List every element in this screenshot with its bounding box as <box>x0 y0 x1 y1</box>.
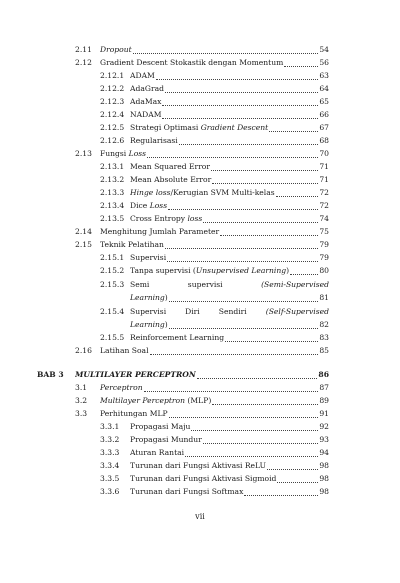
section-number: 3.3 <box>75 409 88 418</box>
subsection-title: Turunan dari Fungsi Aktivasi Sigmoid <box>130 474 277 483</box>
subsection-title: Regularisasi <box>130 136 178 145</box>
page-number: 93 <box>319 435 329 444</box>
dot-leader <box>211 169 318 171</box>
dot-leader <box>150 353 319 355</box>
dot-leader <box>144 390 319 392</box>
subsection-number: 2.15.2 <box>100 266 125 275</box>
page-number: 82 <box>319 320 329 329</box>
dot-leader <box>169 327 319 329</box>
dot-leader <box>267 468 318 470</box>
title-part-italic: loss <box>187 214 203 223</box>
page-number: 91 <box>319 409 329 418</box>
subsection-number: 2.15.3 <box>100 280 125 289</box>
section-number: 3.1 <box>75 383 88 392</box>
title-part-italic: Multilayer Perceptron <box>100 396 186 405</box>
dot-leader <box>276 195 319 197</box>
dot-leader <box>185 455 318 457</box>
subsection-title-line1 <box>130 306 329 318</box>
chapter-label: BAB 3 <box>37 370 64 379</box>
page-number: 65 <box>319 97 329 106</box>
subsection-number: 3.3.2 <box>100 435 120 444</box>
page-number: 98 <box>319 474 329 483</box>
section-title: Perhitungan MLP <box>100 409 168 418</box>
subsection-title-line1 <box>130 279 329 291</box>
dot-leader <box>284 65 318 67</box>
page-number: 72 <box>319 188 329 197</box>
section-title: Perceptron <box>100 383 143 392</box>
subsection-title <box>130 200 167 212</box>
title-part-italic: Loss <box>149 201 168 210</box>
subsection-number: 2.13.1 <box>100 162 125 171</box>
dot-leader <box>156 78 318 80</box>
title-word: Supervisi <box>130 307 167 316</box>
page-number: 66 <box>319 110 329 119</box>
subsection-number: 2.12.1 <box>100 71 125 80</box>
title-part: ) <box>164 293 168 302</box>
dot-leader <box>167 260 318 262</box>
dot-leader <box>244 494 318 496</box>
page-number: 81 <box>319 293 329 302</box>
section-number: 2.13 <box>75 149 92 158</box>
subsection-title: ADAM <box>130 71 155 80</box>
dot-leader <box>168 208 318 210</box>
title-word: Diri <box>185 307 200 316</box>
title-part-italic: Gradient Descent <box>200 123 269 132</box>
subsection-title: Mean Absolute Error <box>130 175 212 184</box>
page-number: 67 <box>319 123 329 132</box>
title-part-italic: Unsupervised Learning <box>195 266 287 275</box>
dot-leader <box>169 300 319 302</box>
page-number: 71 <box>319 162 329 171</box>
title-part-italic: Hinge loss <box>130 188 171 197</box>
page-number: 74 <box>319 214 329 223</box>
title-word: Semi <box>130 280 150 289</box>
page-number: 71 <box>319 175 329 184</box>
subsection-number: 2.12.2 <box>100 84 125 93</box>
subsection-number: 2.13.5 <box>100 214 125 223</box>
title-word: supervisi <box>187 280 223 289</box>
title-part: ) <box>286 266 290 275</box>
page-number: 98 <box>319 461 329 470</box>
subsection-number: 2.15.5 <box>100 333 125 342</box>
title-part-italic: Learning <box>130 293 165 302</box>
subsection-number: 2.13.3 <box>100 188 125 197</box>
dot-leader <box>197 377 318 379</box>
page-number: 56 <box>319 58 329 67</box>
page-number: 68 <box>319 136 329 145</box>
dot-leader <box>147 156 318 158</box>
dot-leader <box>203 221 318 223</box>
dot-leader <box>162 117 318 119</box>
chapter-title: MULTILAYER PERCEPTRON <box>75 370 196 379</box>
subsection-title: Propagasi Maju <box>130 422 191 431</box>
dot-leader <box>162 104 318 106</box>
page-number: 54 <box>319 45 329 54</box>
subsection-number: 2.15.1 <box>100 253 125 262</box>
dot-leader <box>277 481 318 483</box>
title-part: Strategi Optimasi <box>130 123 201 132</box>
page-number: 92 <box>319 422 329 431</box>
subsection-title: Aturan Rantai <box>130 448 185 457</box>
page-number: 79 <box>319 253 329 262</box>
subsection-number: 2.12.5 <box>100 123 125 132</box>
subsection-number: 2.13.2 <box>100 175 125 184</box>
title-word-italic: (Self-Supervised <box>265 307 329 316</box>
subsection-title: Mean Squared Error <box>130 162 210 171</box>
page-number: 83 <box>319 333 329 342</box>
subsection-number: 2.12.3 <box>100 97 125 106</box>
section-number: 2.15 <box>75 240 92 249</box>
dot-leader <box>212 403 318 405</box>
dot-leader <box>212 182 318 184</box>
section-number: 2.11 <box>75 45 92 54</box>
page-number: 86 <box>318 370 329 379</box>
page-number: 94 <box>319 448 329 457</box>
title-part-italic: Loss <box>128 149 147 158</box>
dot-leader <box>165 247 318 249</box>
section-title: Menghitung Jumlah Parameter <box>100 227 220 236</box>
subsection-number: 2.12.6 <box>100 136 125 145</box>
page-number: 64 <box>319 84 329 93</box>
subsection-title <box>130 122 268 134</box>
subsection-title <box>130 265 289 277</box>
section-title: Gradient Descent Stokastik dengan Momentum <box>100 58 284 67</box>
subsection-number: 2.13.4 <box>100 201 125 210</box>
page-number: 85 <box>319 346 329 355</box>
title-word-italic: (Semi-Supervised <box>261 280 329 289</box>
section-number: 2.12 <box>75 58 92 67</box>
subsection-title: Turunan dari Fungsi Aktivasi ReLU <box>130 461 267 470</box>
subsection-title: Supervisi <box>130 253 167 262</box>
page-number: 75 <box>319 227 329 236</box>
title-part: Cross Entropy <box>130 214 188 223</box>
page-number: 80 <box>319 266 329 275</box>
subsection-title: AdaGrad <box>130 84 164 93</box>
dot-leader <box>191 429 318 431</box>
page-number: 79 <box>319 240 329 249</box>
subsection-title: NADAM <box>130 110 162 119</box>
title-part: Fungsi <box>100 149 129 158</box>
section-title: Latihan Soal <box>100 346 149 355</box>
subsection-number: 3.3.5 <box>100 474 120 483</box>
subsection-title: Turunan dari Fungsi Softmax <box>130 487 244 496</box>
section-title: Dropout <box>100 45 132 54</box>
subsection-number: 3.3.1 <box>100 422 120 431</box>
page-number: 89 <box>319 396 329 405</box>
subsection-number: 2.15.4 <box>100 307 125 316</box>
section-title: Teknik Pelatihan <box>100 240 164 249</box>
section-number: 2.14 <box>75 227 92 236</box>
subsection-title-line2 <box>130 319 168 331</box>
footer-page-number: vii <box>195 512 205 521</box>
title-word: Sendiri <box>218 307 247 316</box>
subsection-title <box>130 187 275 199</box>
title-part: Dice <box>130 201 150 210</box>
section-number: 2.16 <box>75 346 92 355</box>
section-number: 3.2 <box>75 396 88 405</box>
subsection-title-line2 <box>130 292 168 304</box>
subsection-number: 3.3.3 <box>100 448 120 457</box>
subsection-number: 3.3.4 <box>100 461 120 470</box>
title-part: (MLP) <box>185 396 212 405</box>
page-number: 72 <box>319 201 329 210</box>
page-number: 63 <box>319 71 329 80</box>
dot-leader <box>133 52 319 54</box>
dot-leader <box>169 416 319 418</box>
subsection-title: Propagasi Mundur <box>130 435 202 444</box>
title-part: Tanpa supervisi ( <box>130 266 196 275</box>
title-part-italic: Learning <box>130 320 165 329</box>
dot-leader <box>203 442 319 444</box>
title-part: ) <box>164 320 168 329</box>
dot-leader <box>269 130 318 132</box>
subsection-title: Reinforcement Learning <box>130 333 225 342</box>
subsection-title <box>130 213 202 225</box>
subsection-number: 2.12.4 <box>100 110 125 119</box>
section-title <box>100 148 146 160</box>
subsection-title: AdaMax <box>130 97 162 106</box>
section-title <box>100 395 211 407</box>
dot-leader <box>165 91 318 93</box>
page-number: 98 <box>319 487 329 496</box>
page-number: 70 <box>319 149 329 158</box>
dot-leader <box>225 340 318 342</box>
subsection-number: 3.3.6 <box>100 487 120 496</box>
title-part: /Kerugian SVM Multi-kelas <box>170 188 275 197</box>
dot-leader <box>220 234 318 236</box>
dot-leader <box>179 143 319 145</box>
dot-leader <box>290 273 318 275</box>
page-number: 87 <box>319 383 329 392</box>
